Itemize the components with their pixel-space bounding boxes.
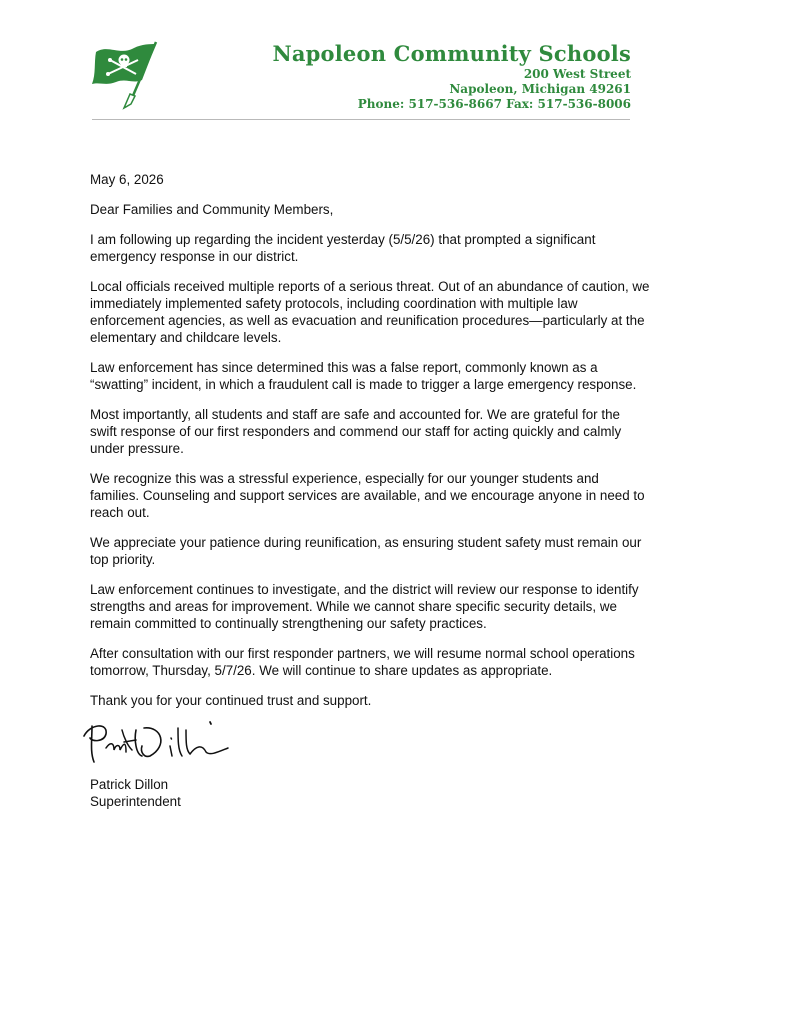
letterhead <box>0 0 791 130</box>
letter-paragraph: Most importantly, all students and staff are safe and accounted for. We are grateful for the swift response of our first responders and commend our staff for acting quickly and calmly under pressure. <box>90 407 622 456</box>
org-phone-fax: Phone: 517-536-8667 Fax: 517-536-8006 <box>357 97 631 111</box>
letter-paragraph: We appreciate your patience during reunification, as ensuring student safety must remain our top priority. <box>90 535 642 567</box>
letter-paragraph: After consultation with our first responder partners, we will resume normal school operations tomorrow, Thursday, 5/7/26. We will continue to share updates as appropriate. <box>90 646 635 678</box>
letterhead-divider <box>92 119 630 120</box>
letter-paragraph: Local officials received multiple reports of a serious threat. Out of an abundance of caution, we immediately implemented safety protocols, including coordination with multiple law enforcement agencies, as well as evacuation and reunification procedures—particularly at the elementary and childcare levels. <box>90 279 650 345</box>
letter-paragraph: We recognize this was a stressful experience, especially for our younger students and families. Counseling and support services are available, and we encourage anyone in need to reach out. <box>90 471 645 520</box>
signer-name: Patrick Dillon <box>90 777 169 792</box>
handwritten-signature <box>78 712 238 772</box>
letterhead-contact-block <box>272 40 631 112</box>
letter-paragraph: I am following up regarding the incident yesterday (5/5/26) that prompted a significant emergency response in our district. <box>90 232 596 264</box>
signer-title: Superintendent <box>90 794 181 809</box>
letter-paragraph: Law enforcement continues to investigate, and the district will review our response to identify strengths and areas for improvement. While we cannot share specific security details, we remain committed to continually strengthening our safety practices. <box>90 582 639 631</box>
org-street: 200 West Street <box>523 67 631 81</box>
letter-closing: Thank you for your continued trust and support. <box>90 693 372 708</box>
signer-block <box>90 776 181 810</box>
letter-date: May 6, 2026 <box>90 172 164 187</box>
org-city-state-zip: Napoleon, Michigan 49261 <box>449 82 631 96</box>
letter-body <box>90 171 650 722</box>
pirate-flag-icon <box>86 38 166 110</box>
letter-salutation: Dear Families and Community Members, <box>90 202 334 217</box>
letter-paragraph: Law enforcement has since determined this was a false report, commonly known as a “swatting” incident, in which a fraudulent call is made to trigger a large emergency response. <box>90 360 637 392</box>
org-name: Napoleon Community Schools <box>272 41 631 66</box>
